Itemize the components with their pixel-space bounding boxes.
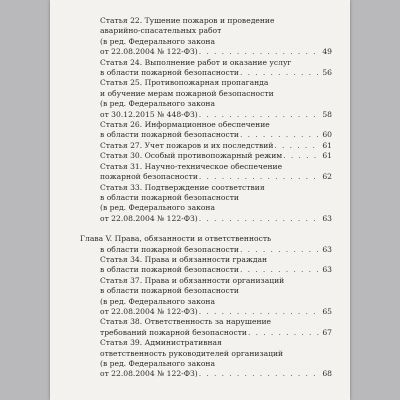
toc-line (100, 68, 332, 78)
toc-line: (в ред. Федерального закона (100, 99, 215, 109)
toc-article-entry (80, 141, 332, 151)
toc-line: Статья 26. Информационное обеспечение (100, 120, 270, 130)
dot-leader (240, 265, 319, 275)
dot-leader (283, 151, 319, 161)
toc-article-entry (80, 78, 332, 120)
dot-leader (199, 172, 319, 182)
toc-line-text: пожарной безопасности (100, 172, 198, 182)
dot-leader (199, 214, 319, 224)
toc-line (100, 328, 332, 338)
toc-article-entry (80, 120, 332, 141)
toc-line (100, 172, 332, 182)
dot-leader (274, 141, 319, 151)
page-number: 61 (322, 140, 332, 150)
toc-line: и обучение мерам пожарной безопасности (100, 88, 274, 98)
toc-line: в области пожарной безопасности (100, 286, 239, 296)
toc-article-entry (80, 338, 332, 380)
toc-line-text: от 22.08.2004 № 122-ФЗ) (100, 306, 198, 316)
toc-line (100, 265, 332, 275)
page-number: 63 (322, 265, 332, 275)
toc-line: Статья 34. Права и обязанности граждан (100, 254, 268, 264)
page-number: 49 (322, 47, 332, 57)
page-number: 63 (322, 244, 332, 254)
toc-line: (в ред. Федерального закона (100, 36, 215, 46)
page-number: 61 (322, 151, 332, 161)
page-number: 58 (322, 109, 332, 119)
toc-line-text: в области пожарной безопасности (100, 68, 239, 78)
dot-leader (248, 328, 319, 338)
toc-article-entry (80, 183, 332, 225)
toc-article-entry (80, 151, 332, 161)
page-number: 56 (322, 68, 332, 78)
toc-line-text: в области пожарной безопасности (100, 265, 239, 275)
toc-line (100, 110, 332, 120)
toc-line (100, 130, 332, 140)
toc-article-entry (80, 58, 332, 79)
dot-leader (199, 369, 319, 379)
dot-leader (240, 68, 319, 78)
toc-line-text: в области пожарной безопасности (100, 130, 239, 140)
toc-line: ответственность руководителей организаций (100, 348, 284, 358)
toc-line: Статья 39. Административная (100, 338, 222, 348)
toc-line: (в ред. Федерального закона (100, 203, 215, 213)
toc-line-text: требований пожарной безопасности (100, 327, 247, 337)
toc-article-entry (80, 255, 332, 276)
dot-leader (240, 130, 319, 140)
toc-line: в области пожарной безопасности (100, 192, 239, 202)
toc-line: Глава V. Права, обязанности и ответственность (80, 234, 272, 244)
toc-line (100, 151, 332, 161)
toc-line: Статья 33. Подтверждение соответствия (100, 182, 265, 192)
toc-line (80, 245, 332, 255)
toc-line-text: от 22.08.2004 № 122-ФЗ) (100, 369, 198, 379)
dot-leader (199, 110, 319, 120)
toc-article-entry (80, 16, 332, 58)
toc-line: Статья 31. Научно-техническое обеспечение (100, 161, 283, 171)
toc-line-text: Статья 27. Учет пожаров и их последствий (100, 140, 274, 150)
page-number: 65 (322, 306, 332, 316)
toc-article-entry (80, 162, 332, 183)
toc-line: аварийно-спасательных работ (100, 26, 222, 36)
toc-article-entry (80, 276, 332, 318)
toc-line: Статья 37. Права и обязанности организаций (100, 275, 285, 285)
toc-line-text: от 30.12.2015 № 448-ФЗ) (100, 109, 198, 119)
page-number: 63 (322, 213, 332, 223)
toc-line: Статья 25. Противопожарная пропаганда (100, 78, 269, 88)
toc-line (100, 141, 332, 151)
table-of-contents (80, 16, 332, 380)
toc-line: Статья 38. Ответственность за нарушение (100, 317, 272, 327)
toc-line: (в ред. Федерального закона (100, 359, 215, 368)
book-page (50, 0, 350, 400)
page-number: 67 (322, 327, 332, 337)
page-number: 60 (322, 130, 332, 140)
toc-line: Статья 22. Тушение пожаров и проведение (100, 16, 275, 25)
toc-line (100, 369, 332, 379)
page-number: 62 (322, 172, 332, 182)
dot-leader (199, 307, 319, 317)
dot-leader (199, 47, 319, 57)
toc-article-entry (80, 317, 332, 338)
toc-line: (в ред. Федерального закона (100, 296, 215, 306)
toc-line-text: в области пожарной безопасности (100, 244, 239, 254)
toc-line (100, 307, 332, 317)
toc-line-text: Статья 30. Особый противопожарный режим (100, 151, 283, 161)
toc-line-text: от 22.08.2004 № 122-ФЗ) (100, 47, 198, 57)
page-number: 68 (322, 369, 332, 379)
toc-line: Статья 24. Выполнение работ и оказание услуг (100, 57, 292, 67)
toc-line-text: от 22.08.2004 № 122-ФЗ) (100, 213, 198, 223)
toc-line (100, 214, 332, 224)
toc-line (100, 47, 332, 57)
toc-chapter-entry (80, 234, 332, 255)
dot-leader (240, 245, 319, 255)
